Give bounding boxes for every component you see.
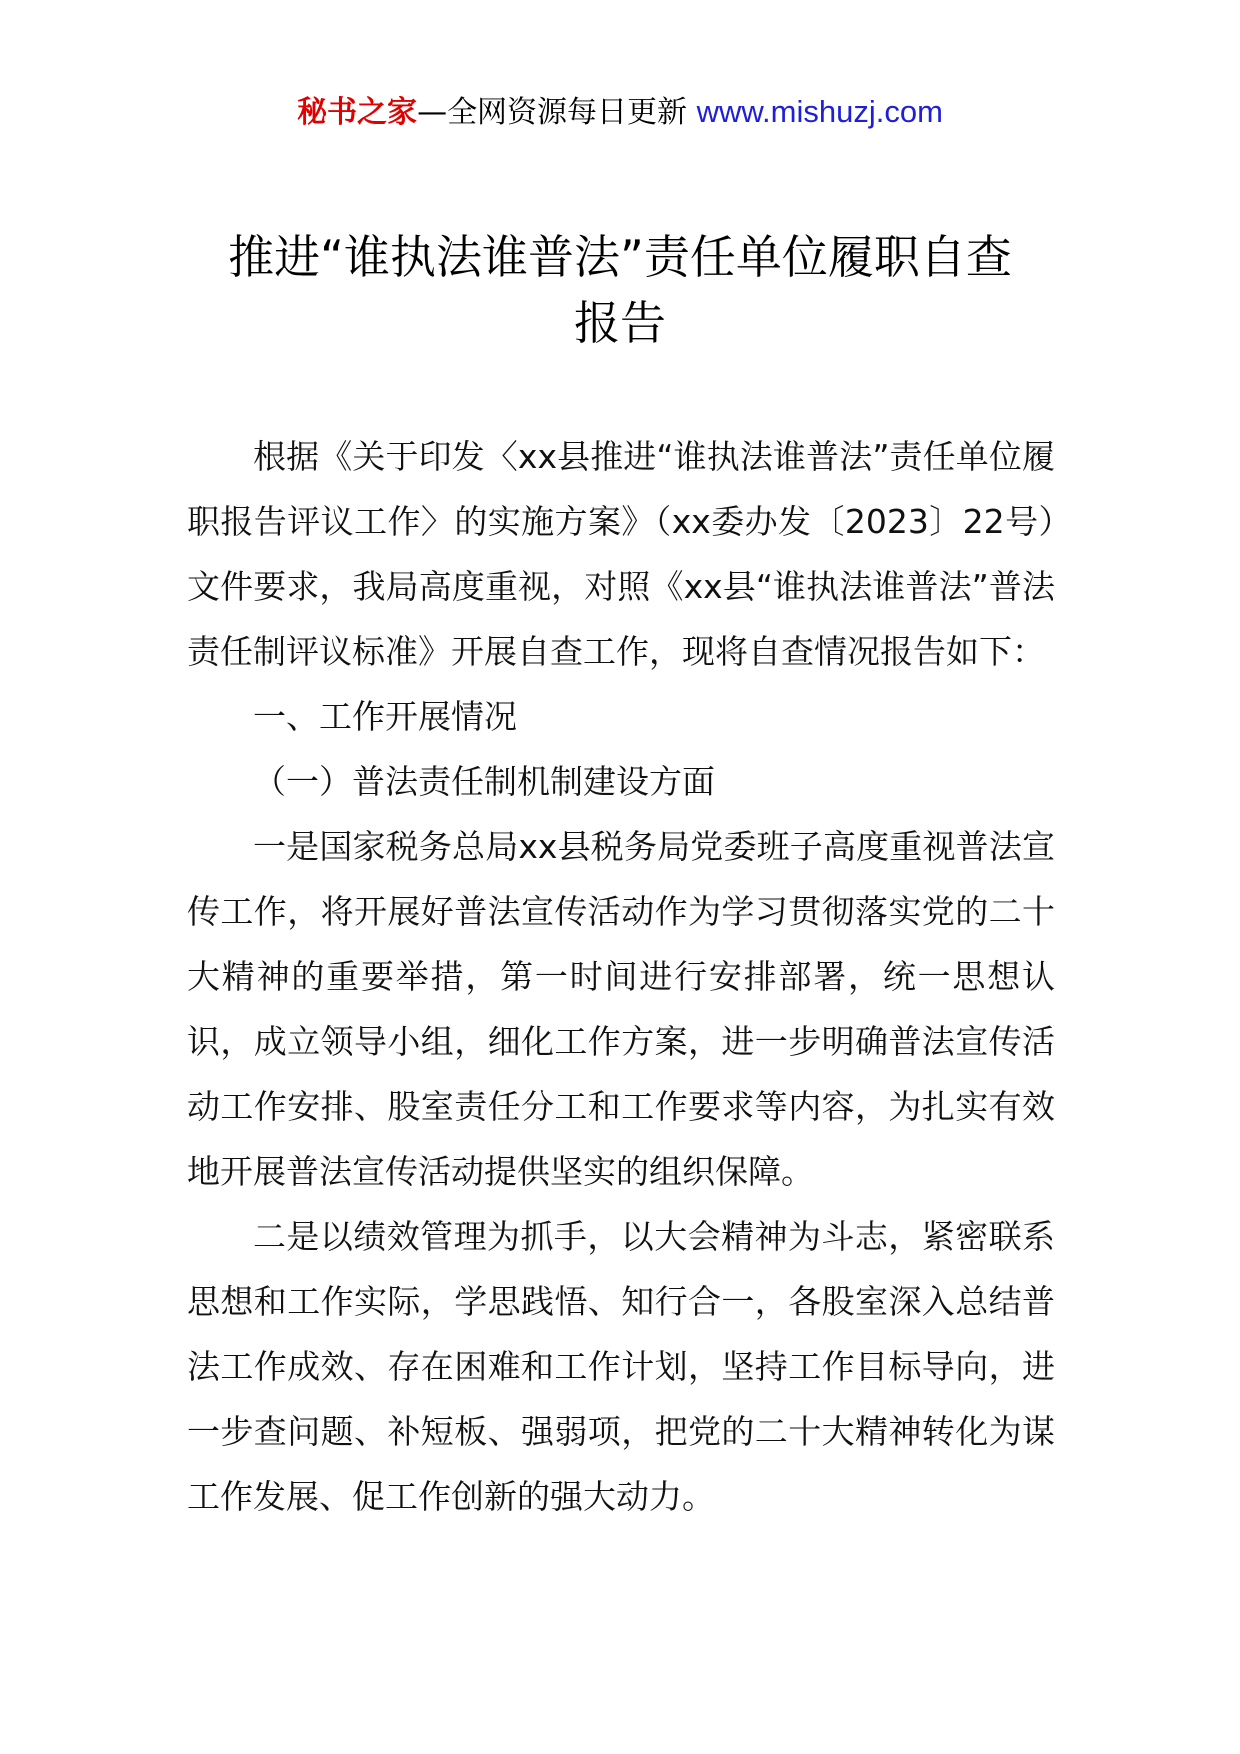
document-title-line-2: 报告: [574, 296, 666, 350]
site-header: [0, 92, 1240, 133]
subsection-heading-1: （一）普法责任制机制建设方面: [253, 762, 715, 801]
site-brand: 秘书之家: [297, 95, 418, 130]
site-slogan: —全网资源每日更新: [417, 95, 697, 130]
body-paragraph-1: 一是国家税务总局xx县税务局党委班子高度重视普法宣传工作，将开展好普法宣传活动作为学习贯彻落实党的二十大精神的重要举措，第一时间进行安排部署，统一思想认识，成立领导小组，细化工作方案，进一步明确普法宣传活动工作安排、股室责任分工和工作要求等内容，为扎实有效地开展普法宣传活动提供坚实的组织保障。: [187, 827, 1055, 1191]
section-heading-1: 一、工作开展情况: [253, 697, 517, 736]
document-body: [187, 424, 1055, 1529]
body-paragraph-2: 二是以绩效管理为抓手，以大会精神为斗志，紧密联系思想和工作实际，学思践悟、知行合一，各股室深入总结普法工作成效、存在困难和工作计划，坚持工作目标导向，进一步查问题、补短板、强弱项，把党的二十大精神转化为谋工作发展、促工作创新的强大动力。: [187, 1217, 1055, 1516]
site-url-link[interactable]: www.mishuzj.com: [696, 94, 943, 129]
document-title: [150, 224, 1090, 356]
intro-paragraph: 根据《关于印发〈xx县推进“谁执法谁普法”责任单位履职报告评议工作〉的实施方案》（xx委办发〔2023〕22号）文件要求，我局高度重视，对照《xx县“谁执法谁普法”普法责任制评议标准》开展自查工作，现将自查情况报告如下：: [187, 437, 1055, 671]
document-title-line-1: 推进“谁执法谁普法”责任单位履职自查: [228, 230, 1012, 284]
